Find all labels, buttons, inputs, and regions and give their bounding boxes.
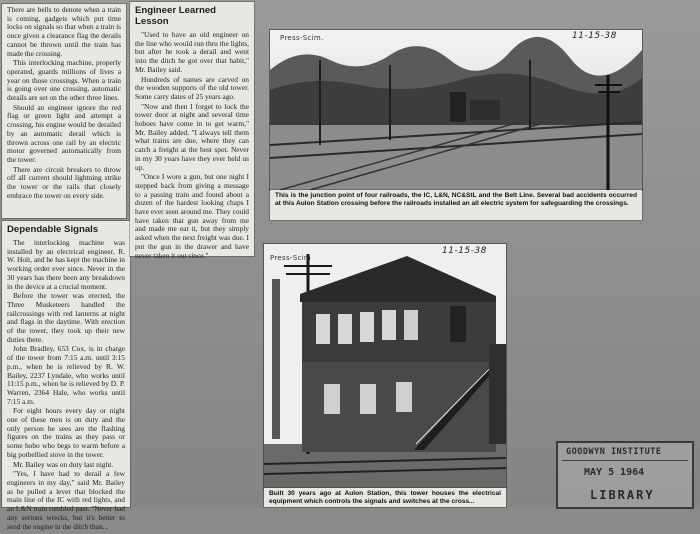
top-photo-note: Press-Scim. xyxy=(280,34,324,42)
signals-paragraph-4: For eight hours every day or night one of these men is on duty and the only person he sees are the flashing figures on the trains as they pass or some hobo who begs to warm before a big potbellied stove in the tower. xyxy=(7,406,125,459)
stamp-institute: GOODWYN INSTITUTE xyxy=(566,447,662,457)
bottom-photo-caption-strip xyxy=(264,488,506,507)
railroad-junction-photo xyxy=(270,30,642,190)
dependable-signals-heading: Dependable Signals xyxy=(7,224,99,235)
signals-paragraph-3: John Bradley, 653 Cox, is in charge of the tower from 7:15 a.m. until 3:15 p.m., when he is relieved by R. W. Bailey, 2237 Lyndale, who works until 11:15 p.m., when he is relieved by D. P. Warren, 2364 Hale, who works until 7:15 a.m. xyxy=(7,344,125,406)
signal-tower-image xyxy=(264,244,506,488)
lesson-paragraph-2: Hundreds of names are carved on the wooden supports of the old tower. Some carry dates of 25 years ago. xyxy=(135,74,249,101)
top-photo-caption: This is the junction point of four railroads, the IC, L&N, NC&StL and the Belt Line. Several bad accidents occurred at this Aulon Station crossing before the railroads installed an all electric system for safeguarding the crossings. xyxy=(275,192,637,207)
engineer-lesson-heading: Engineer Learned Lesson xyxy=(135,5,217,27)
top-photo-date: 11-15-38 xyxy=(572,31,617,41)
lesson-paragraph-4: "Once I wore a gun, but one night I stepped back from giving a message to a passing train and found about a dozen of the hardest looking chaps I have ever seen around me. They could have taken that gun away from me and made me eat it, but they simply asked when the next freight was due. I put the gun in the drawer and have never taken it out since." xyxy=(135,172,249,260)
dependable-signals-clipping xyxy=(2,221,130,531)
lesson-paragraph-3: "Now and then I forget to lock the tower door at night and several time hoboes have come in to get warm," Mr. Bailey added. "I always tell them what trains are due, where they can catch a freight at the best spot. Never in my 30 years have they ever held us up. xyxy=(135,101,249,172)
stamp-date: MAY 5 1964 xyxy=(584,467,645,478)
signals-paragraph-1: The interlocking machine was installed by an electrical engineer, R. W. Holt, and he has kept the machine in working order ever since. Never in the 30 years has there been any breakdown in the device at a crucial moment. xyxy=(7,238,125,291)
left-paragraph-4: There are circuit breakers to throw off all current should lightning strike the tower or the rails that closely embrace the tower on every side. xyxy=(7,164,121,200)
signals-paragraph-6: "Yes, I have had to derail a few engineers in my day," said Mr. Bailey as he pulled a lever that blocked the main line of the IC with red lights, and an L&N train rumbled past. "Never had any serious wrecks, but it's better to send the engine in the ditch than... xyxy=(7,469,125,531)
stamp-rule xyxy=(562,460,688,461)
top-photo-caption-strip xyxy=(270,190,642,220)
bottom-photo-date: 11-15-38 xyxy=(442,246,487,256)
stamp-library: LIBRARY xyxy=(590,488,655,502)
signals-paragraph-2: Before the tower was erected, the Three Musketeers handled the railcrossings with red lanterns at night and flags in the daytime. With erection of the tower, they took up their new duties there. xyxy=(7,291,125,344)
railroad-junction-image xyxy=(270,30,642,190)
left-paragraph-3: Should an engineer ignore the red flag or green light and attempt a crossing, his engine would be derailed by an automatic derail which is thrown across one rail by an electric motor governed automatically from the tower. xyxy=(7,102,121,164)
signals-paragraph-5: Mr. Bailey was on duty last night. xyxy=(13,459,114,469)
left-paragraph-1: There are bells to denote when a train is coming, gadgets which put time locks on signals so that when a train is once given a clearance flag the derails cannot be thrown until the train has made the crossing. xyxy=(7,5,121,58)
signal-tower-photo xyxy=(264,244,506,488)
left-paragraph-2: This interlocking machine, properly operated, guards millions of lives a year on those crossings. When a train is going over one crossing, automatic derails are set on the other three lines. xyxy=(7,58,121,103)
bottom-photo-note: Press-Scim xyxy=(270,254,312,262)
left-column-clipping xyxy=(2,4,126,218)
lesson-paragraph-1: "Used to have an old engineer on the line who would run thru the lights, but after he took a derail and went into the ditch he got over that habit," Mr. Bailey said. xyxy=(135,30,249,74)
engineer-lesson-clipping xyxy=(130,2,254,260)
bottom-photo-caption: Built 30 years ago at Aulon Station, this tower houses the electrical equipment which controls the signals and switches at the cross... xyxy=(269,490,501,505)
library-date-stamp xyxy=(556,441,694,509)
